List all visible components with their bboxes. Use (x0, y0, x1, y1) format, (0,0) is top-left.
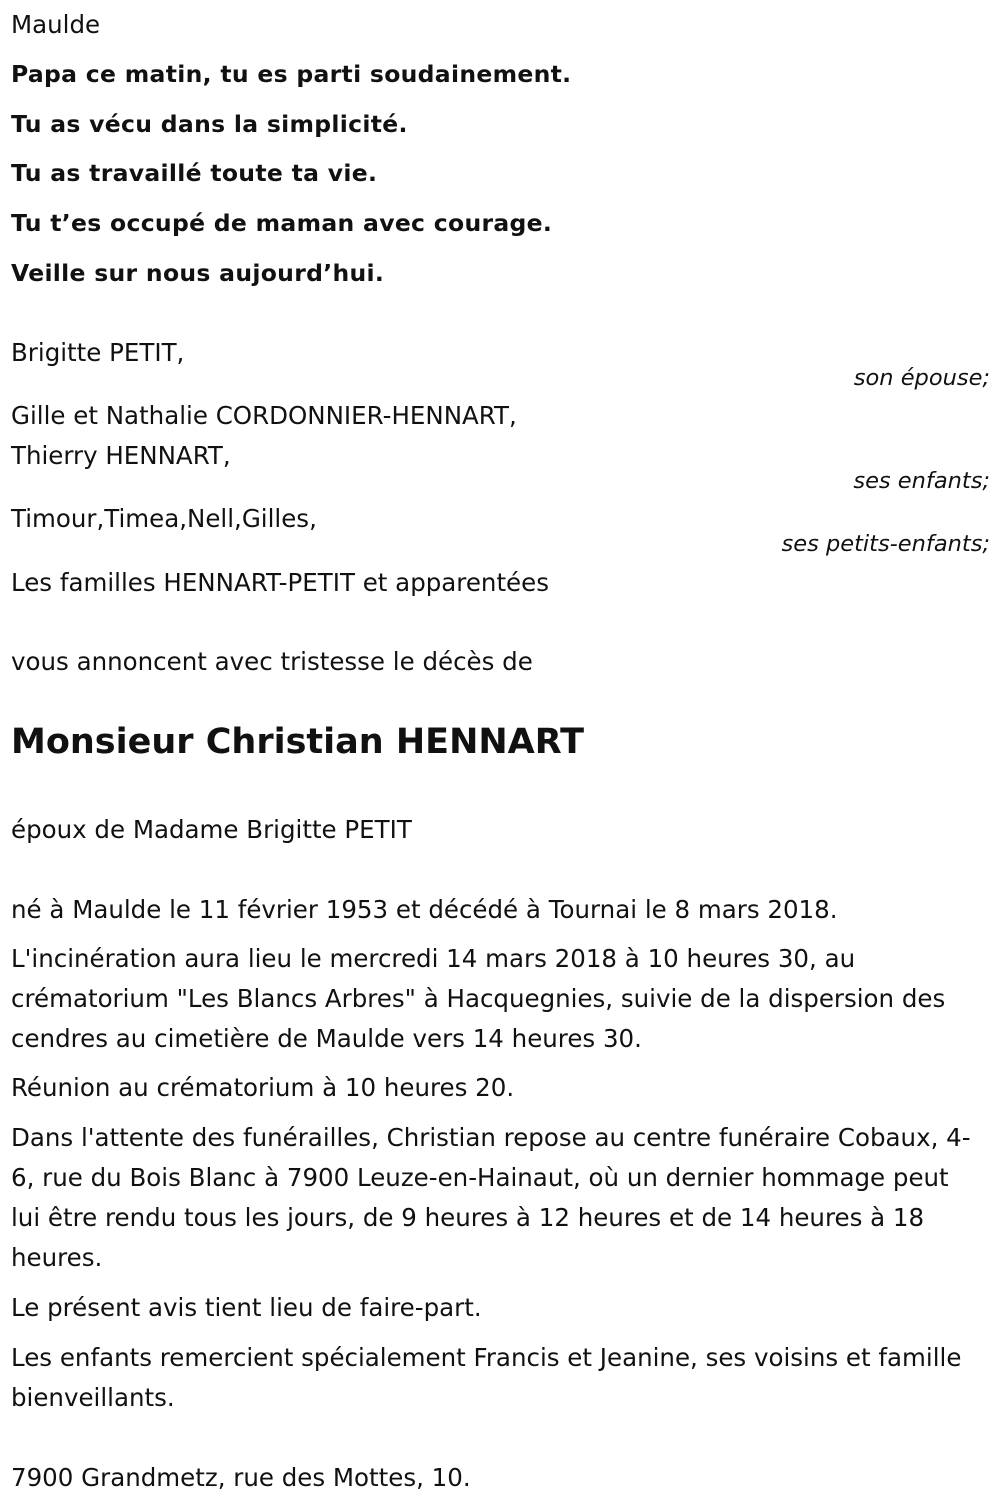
deceased-name: Monsieur Christian HENNART (11, 722, 584, 762)
poem-line: Tu t’es occupé de maman avec courage. (11, 209, 553, 237)
grandchildren-names: Timour,Timea,Nell,Gilles, (11, 504, 317, 533)
spouse-role: son épouse; (853, 365, 990, 391)
address-line: 7900 Grandmetz, rue des Mottes, 10. (11, 1463, 471, 1492)
child-name: Gille et Nathalie CORDONNIER-HENNART, (11, 401, 517, 430)
poem-line: Papa ce matin, tu es parti soudainement. (11, 60, 572, 88)
thanks-paragraph: Les enfants remercient spécialement Francis et Jeanine, ses voisins et famille bienveillants. (11, 1343, 962, 1412)
extended-families: Les familles HENNART-PETIT et apparentées (11, 568, 549, 597)
poem-line: Veille sur nous aujourd’hui. (11, 259, 385, 287)
notice-paragraph: Le présent avis tient lieu de faire-part. (11, 1293, 482, 1322)
viewing-paragraph: Dans l'attente des funérailles, Christian repose au centre funéraire Cobaux, 4-6, rue du Bois Blanc à 7900 Leuze-en-Hainaut, où un dernier hommage peut lui être rendu tous les jours, de 9 heures à 12 heures et de 14 heures à 18 heures. (11, 1123, 971, 1272)
cremation-paragraph: L'incinération aura lieu le mercredi 14 mars 2018 à 10 heures 30, au crématorium "Les Blancs Arbres" à Hacquegnies, suivie de la dispersion des cendres au cimetière de Maulde vers 14 heures 30. (11, 944, 946, 1053)
child-name: Thierry HENNART, (11, 441, 231, 470)
children-role: ses enfants; (853, 468, 990, 494)
poem-line: Tu as travaillé toute ta vie. (11, 159, 378, 187)
meeting-paragraph: Réunion au crématorium à 10 heures 20. (11, 1073, 515, 1102)
poem-line: Tu as vécu dans la simplicité. (11, 110, 408, 138)
spouse-of-line: époux de Madame Brigitte PETIT (11, 815, 412, 844)
birth-death-paragraph: né à Maulde le 11 février 1953 et décédé à Tournai le 8 mars 2018. (11, 895, 838, 924)
spouse-name: Brigitte PETIT, (11, 338, 185, 367)
announcement-intro: vous annoncent avec tristesse le décès de (11, 647, 533, 676)
grandchildren-role: ses petits-enfants; (781, 531, 990, 557)
location-heading: Maulde (11, 10, 101, 39)
